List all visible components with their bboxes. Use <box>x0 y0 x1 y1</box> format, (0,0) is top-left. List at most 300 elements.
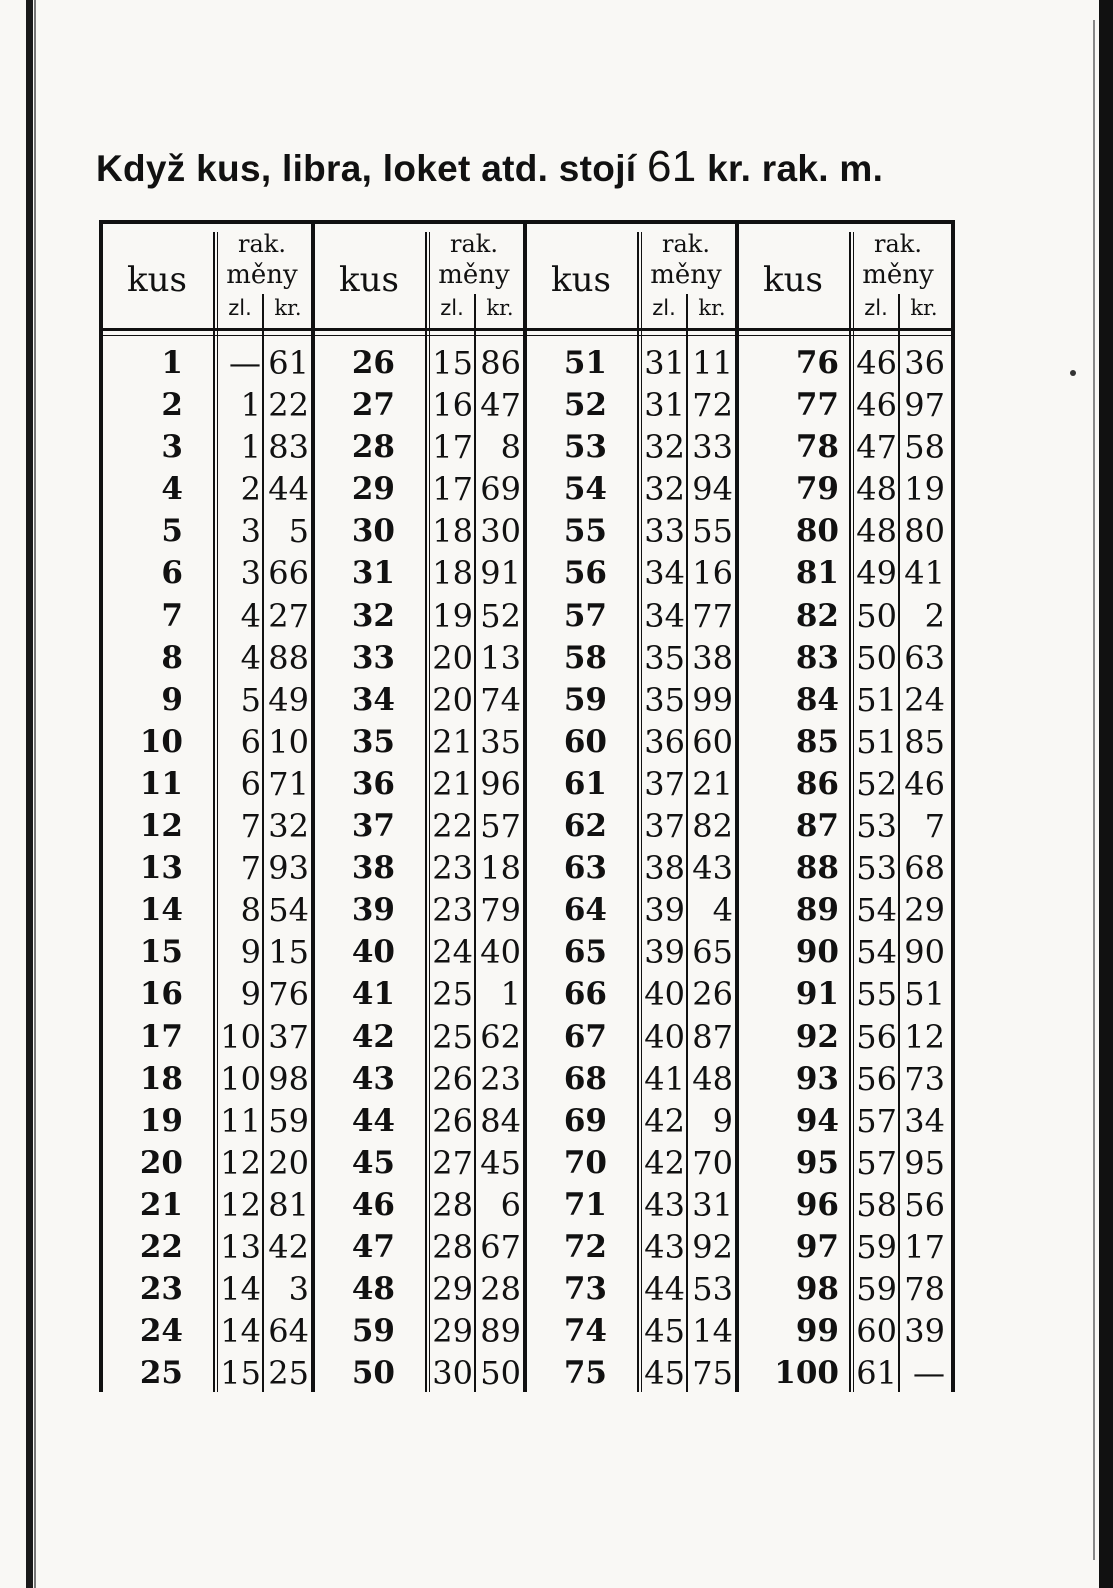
cell-kus: 70 <box>563 1144 607 1181</box>
table-block-4 <box>739 224 951 1392</box>
cell-kr: 75 <box>692 1354 733 1393</box>
cell-kr: 12 <box>904 1017 945 1056</box>
cell-kus: 52 <box>563 387 607 424</box>
cell-kus: 59 <box>563 681 607 718</box>
cell-zl: 30 <box>432 1354 473 1393</box>
cell-kr: 95 <box>904 1143 945 1182</box>
cell-kr: 51 <box>904 975 945 1014</box>
cell-zl: 39 <box>644 933 685 972</box>
header-meny: měny <box>226 260 298 290</box>
cell-kus: 79 <box>795 471 839 508</box>
cell-zl: 27 <box>432 1143 473 1182</box>
table-row <box>739 1268 951 1310</box>
cell-kus: 10 <box>139 723 183 760</box>
cell-zl: 38 <box>644 849 685 888</box>
cell-kr: 17 <box>904 1227 945 1266</box>
cell-kus: 99 <box>795 1313 839 1350</box>
cell-kus: 47 <box>351 1228 395 1265</box>
cell-kr: 11 <box>692 344 733 382</box>
cell-kr: 32 <box>268 807 309 846</box>
cell-zl: 29 <box>432 1270 473 1309</box>
cell-zl: 46 <box>856 386 897 425</box>
cell-zl: 18 <box>432 512 473 551</box>
cell-kr: 97 <box>904 386 945 425</box>
table-row <box>103 931 315 973</box>
cell-zl: 43 <box>644 1227 685 1266</box>
cell-kr: 23 <box>480 1059 521 1098</box>
cell-zl: 11 <box>220 1101 261 1140</box>
table-row <box>527 1142 739 1184</box>
table-row <box>739 637 951 679</box>
cell-kr: 92 <box>692 1227 733 1266</box>
cell-zl: 25 <box>432 975 473 1014</box>
table-row <box>103 805 315 847</box>
header-kus: kus <box>127 260 187 300</box>
table-row <box>527 889 739 931</box>
title-price: 61 <box>646 142 697 191</box>
cell-kus: 67 <box>563 1018 607 1055</box>
header-zl: zl. <box>652 296 676 320</box>
page-edge-left <box>26 0 33 1588</box>
header-kus: kus <box>339 260 399 300</box>
cell-kus: 34 <box>351 681 395 718</box>
zl-rule <box>213 232 215 1392</box>
table-row <box>739 552 951 594</box>
cell-kr: 46 <box>904 764 945 803</box>
cell-kus: 86 <box>795 765 839 802</box>
cell-kr: 98 <box>268 1059 309 1098</box>
cell-kr: 73 <box>904 1059 945 1098</box>
cell-kus: 39 <box>351 892 395 929</box>
rows <box>739 342 951 1394</box>
cell-kr: 40 <box>480 933 521 972</box>
table-row <box>103 1310 315 1352</box>
cell-kr: 64 <box>268 1312 309 1351</box>
cell-kr: 58 <box>904 428 945 467</box>
cell-kus: 92 <box>795 1018 839 1055</box>
cell-kr: 4 <box>712 891 733 930</box>
cell-kr: 78 <box>904 1270 945 1309</box>
cell-kus: 87 <box>795 808 839 845</box>
cell-kus: 13 <box>139 850 183 887</box>
rows <box>527 342 739 1394</box>
rows <box>103 342 315 1394</box>
cell-zl: 6 <box>240 764 261 803</box>
table-row <box>527 1226 739 1268</box>
table-row <box>739 342 951 384</box>
cell-zl: 7 <box>240 849 261 888</box>
cell-kr: 63 <box>904 638 945 677</box>
cell-kus: 93 <box>795 1060 839 1097</box>
table-row <box>315 721 527 763</box>
cell-kr: 15 <box>268 933 309 972</box>
table-row <box>315 468 527 510</box>
table-row <box>739 595 951 637</box>
cell-zl: 45 <box>644 1354 685 1393</box>
kr-rule <box>686 294 688 1392</box>
cell-zl: 48 <box>856 512 897 551</box>
price-table <box>99 220 955 1392</box>
table-row <box>527 510 739 552</box>
cell-kus: 1 <box>161 345 183 381</box>
cell-zl: 24 <box>432 933 473 972</box>
table-row <box>315 679 527 721</box>
cell-kus: 28 <box>351 429 395 466</box>
cell-zl: 34 <box>644 596 685 635</box>
cell-kr: 69 <box>480 470 521 509</box>
cell-zl: 44 <box>644 1270 685 1309</box>
cell-zl: 40 <box>644 1017 685 1056</box>
cell-zl: 15 <box>220 1354 261 1393</box>
cell-zl: 15 <box>432 344 473 382</box>
cell-kr: 8 <box>500 428 521 467</box>
cell-kus: 76 <box>795 345 839 381</box>
cell-kr: 67 <box>480 1227 521 1266</box>
cell-kr: 27 <box>268 596 309 635</box>
cell-kr: 53 <box>692 1270 733 1309</box>
cell-kr: 35 <box>480 722 521 761</box>
header-meny: měny <box>650 260 722 290</box>
cell-kus: 35 <box>351 723 395 760</box>
header-kr: kr. <box>274 296 302 320</box>
table-row <box>739 973 951 1015</box>
cell-zl: 35 <box>644 680 685 719</box>
cell-zl: 49 <box>856 554 897 593</box>
cell-kus: 8 <box>161 639 183 676</box>
cell-zl: 3 <box>240 512 261 551</box>
cell-kus: 58 <box>563 639 607 676</box>
cell-kr: 21 <box>692 764 733 803</box>
cell-zl: 46 <box>856 344 897 382</box>
cell-kr: 5 <box>288 512 309 551</box>
table-row <box>527 847 739 889</box>
cell-zl: 45 <box>644 1312 685 1351</box>
table-row <box>315 552 527 594</box>
cell-kr: 77 <box>692 596 733 635</box>
cell-kr: 25 <box>268 1354 309 1393</box>
cell-kus: 100 <box>774 1355 839 1392</box>
cell-zl: 10 <box>220 1017 261 1056</box>
cell-kus: 94 <box>795 1102 839 1139</box>
cell-zl: 20 <box>432 680 473 719</box>
page-title <box>96 142 976 192</box>
table-row <box>315 510 527 552</box>
table-row <box>103 1058 315 1100</box>
cell-kr: 22 <box>268 386 309 425</box>
cell-zl: 19 <box>432 596 473 635</box>
header-kr: kr. <box>698 296 726 320</box>
table-row <box>315 1016 527 1058</box>
cell-kr: 65 <box>692 933 733 972</box>
cell-zl: 7 <box>240 807 261 846</box>
cell-kus: 21 <box>139 1186 183 1223</box>
cell-zl: 21 <box>432 764 473 803</box>
cell-zl: 31 <box>644 386 685 425</box>
cell-kr: 18 <box>480 849 521 888</box>
cell-kus: 89 <box>795 892 839 929</box>
cell-kr: 37 <box>268 1017 309 1056</box>
cell-zl: 34 <box>644 554 685 593</box>
cell-kr: 71 <box>268 764 309 803</box>
cell-kus: 95 <box>795 1144 839 1181</box>
cell-zl: 60 <box>856 1312 897 1351</box>
cell-kr: 43 <box>692 849 733 888</box>
table-row <box>739 763 951 805</box>
table-row <box>103 342 315 384</box>
table-row <box>739 1016 951 1058</box>
table-row <box>739 1142 951 1184</box>
cell-zl: 47 <box>856 428 897 467</box>
table-row <box>315 1142 527 1184</box>
cell-kus: 69 <box>563 1102 607 1139</box>
cell-kr: 56 <box>904 1185 945 1224</box>
cell-kus: 40 <box>351 934 395 971</box>
cell-zl: 53 <box>856 807 897 846</box>
page-edge-right-line <box>1093 20 1095 1560</box>
cell-kr: 38 <box>692 638 733 677</box>
cell-zl: 40 <box>644 975 685 1014</box>
table-row <box>739 1226 951 1268</box>
cell-kus: 68 <box>563 1060 607 1097</box>
cell-zl: 37 <box>644 807 685 846</box>
cell-kr: 87 <box>692 1017 733 1056</box>
header-kus: kus <box>763 260 823 300</box>
table-row <box>315 847 527 889</box>
cell-kus: 41 <box>351 976 395 1013</box>
header-zl: zl. <box>864 296 888 320</box>
cell-kus: 51 <box>563 345 607 381</box>
cell-zl: 23 <box>432 891 473 930</box>
cell-kr: 91 <box>480 554 521 593</box>
cell-kus: 18 <box>139 1060 183 1097</box>
cell-kr: 36 <box>904 344 945 382</box>
table-block-2 <box>315 224 527 1392</box>
cell-zl: 21 <box>432 722 473 761</box>
block-separator <box>523 224 527 1392</box>
header-meny: měny <box>862 260 934 290</box>
table-row <box>739 1352 951 1394</box>
kr-rule <box>474 294 476 1392</box>
cell-zl: 50 <box>856 638 897 677</box>
cell-kr: 9 <box>712 1101 733 1140</box>
table-row <box>315 1268 527 1310</box>
cell-kr: 41 <box>904 554 945 593</box>
table-row <box>527 595 739 637</box>
cell-zl: 31 <box>644 344 685 382</box>
cell-zl: 48 <box>856 470 897 509</box>
kr-rule <box>262 294 264 1392</box>
cell-kr: 57 <box>480 807 521 846</box>
table-row <box>527 763 739 805</box>
table-row <box>103 426 315 468</box>
cell-zl: 12 <box>220 1143 261 1182</box>
cell-kus: 7 <box>161 597 183 634</box>
table-row <box>103 1184 315 1226</box>
cell-kr: 33 <box>692 428 733 467</box>
cell-kr: 66 <box>268 554 309 593</box>
cell-kr: 54 <box>268 891 309 930</box>
cell-kr: 45 <box>480 1143 521 1182</box>
cell-zl: 6 <box>240 722 261 761</box>
cell-zl: 39 <box>644 891 685 930</box>
cell-zl: 2 <box>240 470 261 509</box>
table-row <box>527 426 739 468</box>
table-row <box>103 679 315 721</box>
cell-kus: 30 <box>351 513 395 550</box>
cell-zl: 4 <box>240 596 261 635</box>
cell-kus: 14 <box>139 892 183 929</box>
cell-kus: 29 <box>351 471 395 508</box>
cell-kus: 84 <box>795 681 839 718</box>
cell-kus: 24 <box>139 1313 183 1350</box>
table-row <box>315 637 527 679</box>
header-rak: rak. <box>662 230 710 258</box>
table-row <box>527 552 739 594</box>
cell-zl: 28 <box>432 1185 473 1224</box>
cell-kr: 93 <box>268 849 309 888</box>
cell-kus: 88 <box>795 850 839 887</box>
table-row <box>527 721 739 763</box>
cell-zl: — <box>229 344 261 382</box>
table-row <box>103 973 315 1015</box>
cell-kus: 77 <box>795 387 839 424</box>
cell-zl: 13 <box>220 1227 261 1266</box>
table-row <box>315 1310 527 1352</box>
table-row <box>103 384 315 426</box>
cell-zl: 41 <box>644 1059 685 1098</box>
table-row <box>103 1142 315 1184</box>
cell-kus: 80 <box>795 513 839 550</box>
table-row <box>315 973 527 1015</box>
cell-zl: 9 <box>240 933 261 972</box>
table-row <box>527 1310 739 1352</box>
table-block-3 <box>527 224 739 1392</box>
table-row <box>739 426 951 468</box>
cell-kus: 44 <box>351 1102 395 1139</box>
cell-zl: 51 <box>856 680 897 719</box>
cell-kr: 47 <box>480 386 521 425</box>
table-row <box>739 468 951 510</box>
cell-zl: 25 <box>432 1017 473 1056</box>
header-rak: rak. <box>238 230 286 258</box>
table-row <box>315 805 527 847</box>
cell-kr: 60 <box>692 722 733 761</box>
cell-kr: 52 <box>480 596 521 635</box>
cell-kr: 34 <box>904 1101 945 1140</box>
table-row <box>739 805 951 847</box>
table-row <box>103 1268 315 1310</box>
cell-kr: 20 <box>268 1143 309 1182</box>
cell-kus: 37 <box>351 808 395 845</box>
cell-kr: 39 <box>904 1312 945 1351</box>
header-kr: kr. <box>910 296 938 320</box>
cell-kus: 98 <box>795 1271 839 1308</box>
cell-kus: 17 <box>139 1018 183 1055</box>
cell-zl: 17 <box>432 470 473 509</box>
cell-kr: 10 <box>268 722 309 761</box>
cell-kr: 31 <box>692 1185 733 1224</box>
cell-kr: 50 <box>480 1354 521 1393</box>
cell-zl: 32 <box>644 428 685 467</box>
cell-zl: 37 <box>644 764 685 803</box>
cell-kus: 81 <box>795 555 839 592</box>
cell-kr: 94 <box>692 470 733 509</box>
table-row <box>527 679 739 721</box>
cell-zl: 61 <box>856 1354 897 1393</box>
cell-zl: 17 <box>432 428 473 467</box>
cell-kr: 19 <box>904 470 945 509</box>
table-row <box>739 1058 951 1100</box>
cell-kr: 59 <box>268 1101 309 1140</box>
table-row <box>527 384 739 426</box>
cell-kus: 54 <box>563 471 607 508</box>
header-kr: kr. <box>486 296 514 320</box>
page-speck <box>1070 370 1076 376</box>
table-row <box>739 1310 951 1352</box>
cell-zl: 23 <box>432 849 473 888</box>
cell-kr: 55 <box>692 512 733 551</box>
cell-kus: 6 <box>161 555 183 592</box>
cell-kus: 16 <box>139 976 183 1013</box>
cell-kus: 56 <box>563 555 607 592</box>
cell-kr: 30 <box>480 512 521 551</box>
cell-kr: 68 <box>904 849 945 888</box>
cell-kr: 72 <box>692 386 733 425</box>
cell-kus: 85 <box>795 723 839 760</box>
cell-kr: 3 <box>288 1270 309 1309</box>
cell-zl: 56 <box>856 1017 897 1056</box>
cell-kus: 71 <box>563 1186 607 1223</box>
table-row <box>527 637 739 679</box>
table-row <box>103 510 315 552</box>
cell-kus: 26 <box>351 345 395 381</box>
header-rak: rak. <box>874 230 922 258</box>
cell-kr: 86 <box>480 344 521 382</box>
header-rak: rak. <box>450 230 498 258</box>
table-row <box>527 1100 739 1142</box>
cell-zl: 5 <box>240 680 261 719</box>
cell-kus: 97 <box>795 1228 839 1265</box>
header-zl: zl. <box>228 296 252 320</box>
cell-zl: 18 <box>432 554 473 593</box>
table-row <box>739 679 951 721</box>
table-row <box>739 931 951 973</box>
cell-zl: 22 <box>432 807 473 846</box>
cell-kr: 49 <box>268 680 309 719</box>
table-row <box>103 637 315 679</box>
cell-kus: 38 <box>351 850 395 887</box>
cell-kus: 65 <box>563 934 607 971</box>
cell-kr: 70 <box>692 1143 733 1182</box>
table-row <box>739 1184 951 1226</box>
block-separator <box>735 224 739 1392</box>
table-row <box>315 1184 527 1226</box>
zl-rule <box>849 232 851 1392</box>
cell-zl: 1 <box>240 428 261 467</box>
cell-kr: 89 <box>480 1312 521 1351</box>
cell-zl: 26 <box>432 1101 473 1140</box>
table-row <box>527 931 739 973</box>
cell-kr: 88 <box>268 638 309 677</box>
cell-kus: 9 <box>161 681 183 718</box>
cell-zl: 54 <box>856 891 897 930</box>
table-row <box>315 763 527 805</box>
zl-rule-thin <box>853 232 854 1392</box>
cell-zl: 57 <box>856 1143 897 1182</box>
cell-kus: 55 <box>563 513 607 550</box>
cell-zl: 53 <box>856 849 897 888</box>
table-row <box>739 847 951 889</box>
